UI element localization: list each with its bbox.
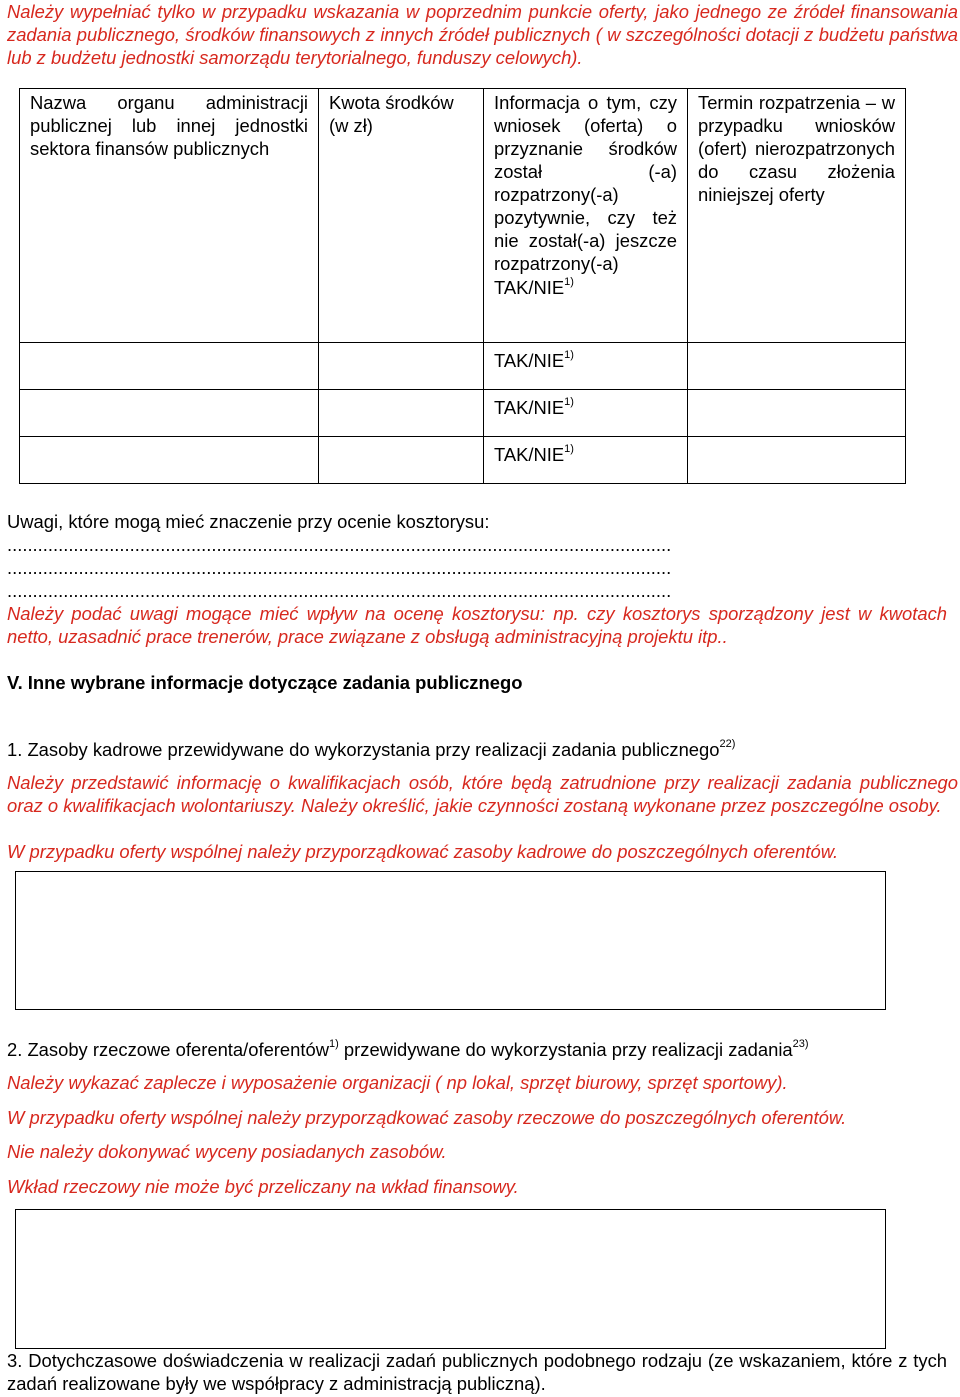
cell-organ-name[interactable] (20, 343, 319, 390)
section-v-title: V. Inne wybrane informacje dotyczące zadania publicznego (7, 672, 523, 693)
table-row (20, 437, 906, 484)
item1-title: 1. Zasoby kadrowe przewidywane do wykorzystania przy realizacji zadania publicznego$^{22)}$ (7, 737, 736, 760)
header-answer: TAK/NIE$^{1)}$ (494, 275, 574, 298)
table-row (20, 390, 906, 437)
intro-note: Należy wypełniać tylko w przypadku wskazania w poprzednim punkcie oferty, jako jednego ze źródeł finansowania zadania publicznego, środków finansowych z innych źródeł publicznych ( w szczególności dotacji z budżetu państwa lub z budżetu jednostki samorządu terytorialnego, funduszy celowych). (7, 1, 958, 68)
item1-note-qualifications: Należy przedstawić informację o kwalifikacjach osób, które będą zatrudnione przy realizacji zadania publicznego oraz o kwalifikacjach wolontariuszy. Należy określić, jakie czynności zostaną wykonane przez poszczególne osoby. (7, 772, 958, 816)
header-amount: Kwota środków (w zł) (319, 89, 484, 343)
item2-note-in-kind: Wkład rzeczowy nie może być przeliczany na wkład finansowy. (7, 1176, 519, 1197)
header-deadline: Termin rozpatrzenia – w przypadku wniosków (ofert) nierozpatrzonych do czasu złożenia niniejszej oferty (688, 89, 906, 343)
remarks-dots-line-3[interactable]: .................................................................................................................................. (7, 580, 672, 601)
remarks-label: Uwagi, które mogą mieć znaczenie przy ocenie kosztorysu: (7, 511, 490, 532)
cell-decision-answer[interactable]: TAK/NIE$^{1)}$ (484, 437, 688, 484)
item3-title: 3. Dotychczasowe doświadczenia w realizacji zadań publicznych podobnego rodzaju (ze wskazaniem, które z tych zadań realizowane były we współpracy z administracją publiczną). (7, 1350, 947, 1394)
header-organ-name: Nazwa organu administracji publicznej lub innej jednostki sektora finansów publicznych (20, 89, 319, 343)
table-header-row (20, 89, 906, 343)
item2-note-equipment: Należy wykazać zaplecze i wyposażenie organizacji ( np lokal, sprzęt biurowy, sprzęt sportowy). (7, 1072, 788, 1093)
item1-note-joint-offer: W przypadku oferty wspólnej należy przyporządkować zasoby kadrowe do poszczególnych oferentów. (7, 841, 839, 862)
cell-amount[interactable] (319, 343, 484, 390)
cell-amount[interactable] (319, 437, 484, 484)
table-row (20, 343, 906, 390)
remarks-note: Należy podać uwagi mogące mieć wpływ na ocenę kosztorysu: np. czy kosztorys sporządzony jest w kwotach netto, uzasadnić prace trenerów, prace związane z obsługą administracyjną projektu itp.. (7, 603, 947, 647)
item2-resources-box[interactable] (15, 1209, 886, 1349)
item2-title: 2. Zasoby rzeczowe oferenta/oferentów$^{1)}$ przewidywane do wykorzystania przy realizacji zadania$^{23)}$ (7, 1037, 809, 1060)
remarks-dots-line-2[interactable]: .................................................................................................................................. (7, 557, 672, 578)
header-decision-info: Informacja o tym, czy wniosek (oferta) o przyznanie środków został (-a) rozpatrzony(-a) pozytywnie, czy też nie został(-a) jeszcze rozpatrzony(-a) TAK/NIE$^{1)}$ (484, 89, 688, 343)
cell-deadline[interactable] (688, 437, 906, 484)
remarks-dots-line-1[interactable]: .................................................................................................................................. (7, 534, 672, 555)
item1-staff-box[interactable] (15, 871, 886, 1010)
cell-decision-answer[interactable]: TAK/NIE$^{1)}$ (484, 390, 688, 437)
cell-decision-answer[interactable]: TAK/NIE$^{1)}$ (484, 343, 688, 390)
cell-deadline[interactable] (688, 343, 906, 390)
cell-organ-name[interactable] (20, 390, 319, 437)
cell-amount[interactable] (319, 390, 484, 437)
item2-note-no-valuation: Nie należy dokonywać wyceny posiadanych zasobów. (7, 1141, 447, 1162)
item2-note-joint-offer: W przypadku oferty wspólnej należy przyporządkować zasoby rzeczowe do poszczególnych oferentów. (7, 1107, 847, 1128)
funding-sources-table (19, 88, 906, 484)
cell-deadline[interactable] (688, 390, 906, 437)
cell-organ-name[interactable] (20, 437, 319, 484)
